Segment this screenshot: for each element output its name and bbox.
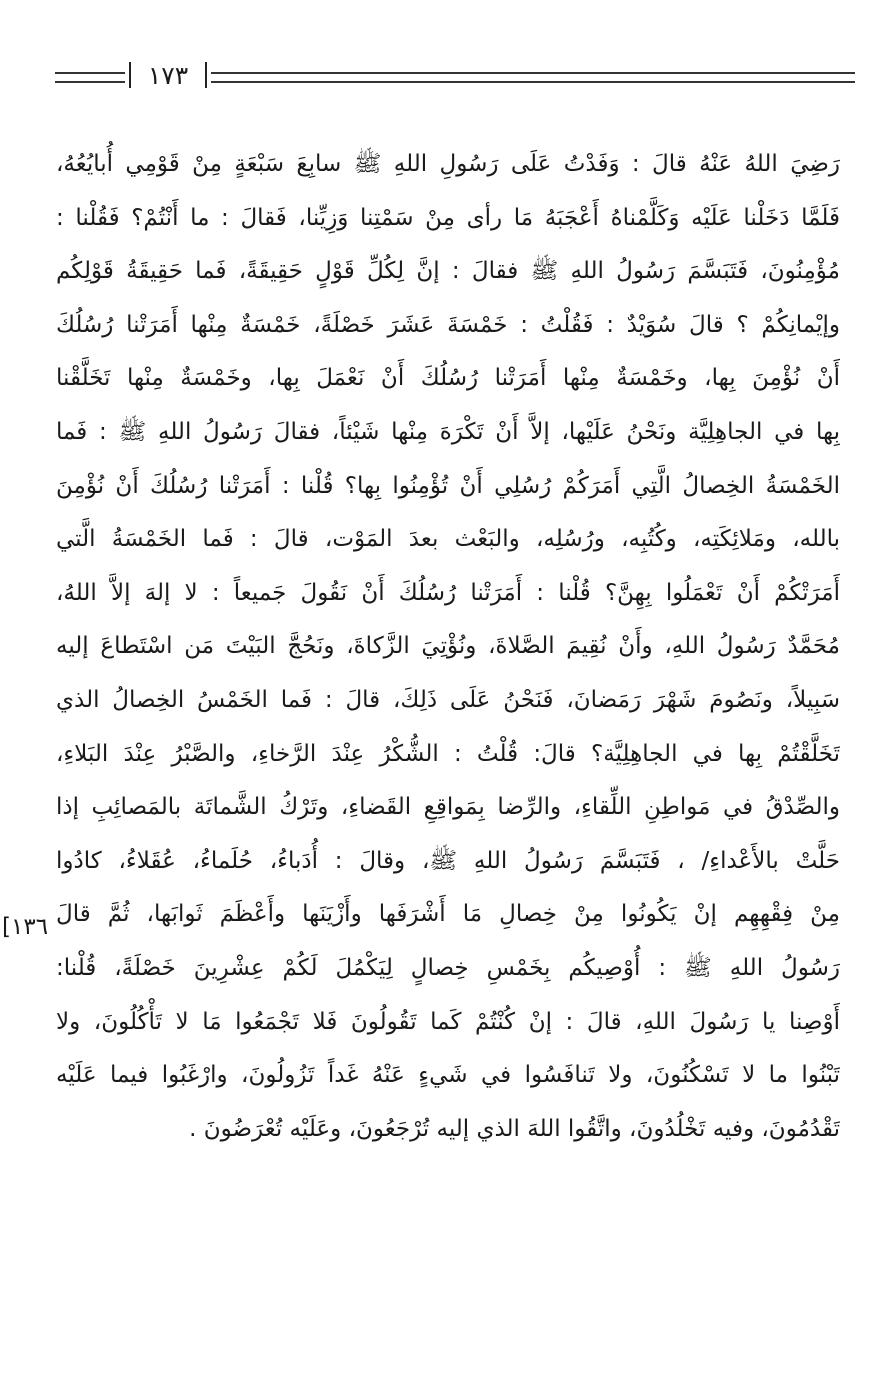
- text-line: تَقْدُمُونَ، وفيه تَخْلُدُونَ، واتَّقُوا اللهَ الذي إليه تُرْجَعُونَ، وعَلَيْه تُعْرَضُونَ .: [189, 1115, 840, 1142]
- page-number: ١٧٣: [147, 61, 189, 90]
- text-line: أَمَرَتْكُمْ أَنْ تَعْمَلُوا بِهِنَّ؟ قُلْنا : أَمَرَتْنا رُسُلُكَ أَنْ نَقُولَ جَميعاً : لا إلهَ إلاَّ اللهُ،: [56, 579, 840, 606]
- text-line: سَبِيلاً، ونَصُومَ شَهْرَ رَمَضانَ، فَنَحْنُ عَلَى ذَلِكَ، قالَ : فَما الخَمْسُ الخِصالُ الذي: [56, 686, 840, 713]
- text-line: مُؤْمِنُونَ، فَتَبَسَّمَ رَسُولُ اللهِ ﷺ فقالَ : إنَّ لِكُلِّ قَوْلٍ حَقِيقَةً، فَما حَقِيقَةُ قَوْلِكُم: [56, 258, 840, 285]
- text-line: تَخَلَّقْتُمْ بِها في الجاهِلِيَّة؟ قالَ: قُلْتُ : الشُّكْرُ عِنْدَ الرَّخاءِ، والصَّبْرُ عِنْدَ البَلاءِ،: [56, 740, 840, 767]
- header-rule-left: [55, 72, 125, 83]
- text-line: أَنْ نُؤْمِنَ بِها، وخَمْسَةٌ مِنْها أَمَرَتْنا رُسُلُكَ أَنْ نَعْمَلَ بِها، وخَمْسَةٌ مِنْها تَخَلَّقْنا: [56, 365, 840, 392]
- text-line: تَبْنُوا ما لا تَسْكُنُونَ، ولا تَنافَسُوا في شَيءٍ عَنْهُ غَداً تَزُولُونَ، وارْغَبُوا فيما عَلَيْه: [56, 1062, 840, 1089]
- text-line: بِها في الجاهِلِيَّة ونَحْنُ عَلَيْها، إلاَّ أَنْ تَكْرَهَ مِنْها شَيْئاً، فقالَ رَسُولُ اللهِ ﷺ : فَما: [56, 418, 840, 445]
- text-line: مِنْ فِقْهِهِم إنْ يَكُونُوا مِنْ خِصالِ مَا أَشْرَفَها وأَزْيَنَها وأَعْظَمَ ثَوابَها، ثُمَّ قالَ: [56, 901, 840, 928]
- text-line: مُحَمَّدٌ رَسُولُ اللهِ، وأَنْ نُقِيمَ الصَّلاةَ، ونُؤْتِيَ الزَّكاةَ، ونَحُجَّ البَيْتَ مَن اسْتَطاعَ إليه: [56, 633, 840, 660]
- body-text: [56, 138, 840, 1156]
- text-line: أَوْصِنا يا رَسُولَ اللهِ، قالَ : إنْ كُنْتُمْ كَما تَقُولُونَ فَلا تَجْمَعُوا مَا لا تَأْكُلُونَ، ولا: [56, 1008, 840, 1035]
- text-line: رَضِيَ اللهُ عَنْهُ قالَ : وَفَدْتُ عَلَى رَسُولِ اللهِ ﷺ سابِعَ سَبْعَةٍ مِنْ قَوْمِي أُبايُعُهُ،: [56, 151, 840, 177]
- text-line: فَلَمَّا دَخَلْنا عَلَيْه وَكَلَّمْناهُ أَعْجَبَهُ مَا رأى مِنْ سَمْتِنا وَزِيِّنا، فَقالَ : ما أَنْتُمْ؟ فَقُلْنا :: [56, 204, 840, 231]
- text-line: والصِّدْقُ في مَواطِنِ اللِّقاءِ، والرِّضا بِمَواقِعِ القَضاءِ، وتَرْكُ الشَّماتَة بالمَصائِبِ إذا: [56, 794, 840, 821]
- text-line: بالله، ومَلائِكَتِه، وكُتُبِه، ورُسُلِه، والبَعْث بعدَ المَوْت، قالَ : فَما الخَمْسَةُ الَّتي: [56, 526, 840, 553]
- text-line: حَلَّتْ بالأَعْداءِ/ ، فَتَبَسَّمَ رَسُولُ اللهِ ﷺ، وقالَ : أُدَباءُ، حُلَماءُ، عُقَلاءُ، كادُوا: [56, 847, 840, 874]
- header-divider-left: [129, 62, 131, 88]
- margin-page-reference: ١٣٦]: [2, 914, 49, 940]
- text-line: رَسُولُ اللهِ ﷺ : أُوْصِيكُم بِخَمْسِ خِصالٍ لِيَكْمُلَ لَكُمْ عِشْرِينَ خَصْلَةً، قُلْنا:: [56, 954, 840, 981]
- header-divider-right: [205, 62, 207, 88]
- page-header: [55, 58, 855, 98]
- text-line: وإيْمانِكُمْ ؟ قالَ سُوَيْدٌ : فَقُلْتُ : خَمْسَةَ عَشَرَ خَصْلَةً، خَمْسَةٌ مِنْها أَمَرَتْنا رُسُلُكَ: [56, 311, 840, 338]
- header-rule-right: [211, 72, 855, 83]
- text-line: الخَمْسَةُ الخِصالُ الَّتِي أَمَرَكُمْ رُسُلِي أَنْ تُؤْمِنُوا بِها؟ قُلْنا : أَمَرَتْنا رُسُلُكَ أَنْ نُؤْمِنَ: [56, 472, 840, 499]
